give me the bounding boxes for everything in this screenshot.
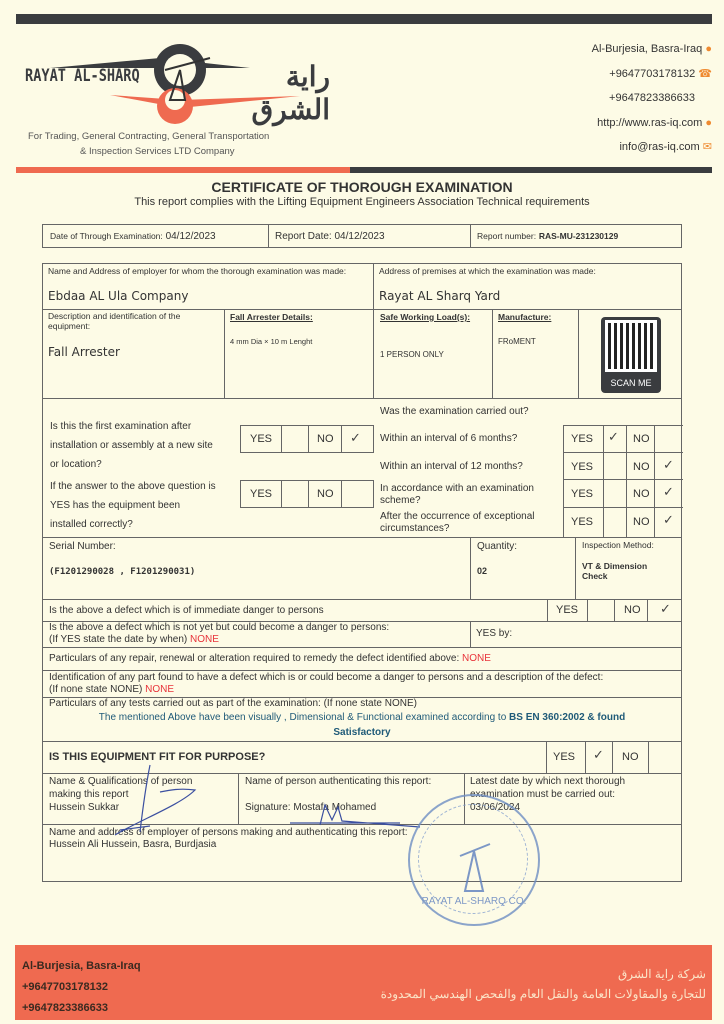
exam-date	[50, 231, 216, 243]
no-label: NO	[622, 751, 639, 763]
contact-phone-1: +9647703178132	[609, 67, 696, 80]
footer-phone-1: +9647703178132	[22, 981, 108, 993]
report-number	[477, 231, 618, 243]
exam-date-value: 04/12/2023	[165, 231, 216, 242]
identification-q1: Identification of any part found to have a defect which is or could become a danger to persons and a description of the defect:	[49, 672, 604, 683]
future-danger-value: NONE	[190, 634, 219, 645]
manufacture-value: FRoMENT	[498, 337, 536, 346]
company-name: RAYAT AL-SHARQ	[25, 66, 140, 86]
divider	[654, 425, 655, 538]
details-label: Fall Arrester Details:	[230, 312, 313, 322]
yes-label: YES	[556, 604, 579, 616]
tests-standard: BS EN 360:2002 & found	[509, 712, 626, 723]
no-label: NO	[624, 604, 641, 616]
qr-code[interactable]	[601, 317, 661, 393]
serial-value: (F1201290028 , F1201290031)	[49, 567, 196, 577]
immediate-danger-no-checkbox[interactable]: ✓	[660, 601, 671, 616]
identification-q2	[49, 684, 174, 696]
certificate-title: CERTIFICATE OF THOROUGH EXAMINATION	[211, 179, 513, 195]
future-danger-q2	[49, 634, 219, 646]
divider	[224, 309, 225, 399]
installed-q2: YES has the equipment been	[50, 500, 181, 511]
future-danger-q2-text: (If YES state the date by when)	[49, 634, 188, 645]
report-number-value: RAS-MU-231230129	[538, 231, 619, 241]
employer-persons-value: Hussein Ali Hussein, Basra, Burdjasia	[49, 839, 217, 850]
no-label: NO	[633, 433, 650, 445]
carried-out-q4: After the occurrence of exceptional circumstances?	[380, 511, 535, 534]
exam-date-label: Date of Through Examination:	[50, 231, 163, 241]
details-value: 4 mm Dia × 10 m Lenght	[230, 337, 313, 346]
equipment-label: Description and identification of the equipment:	[48, 311, 181, 331]
footer-bar	[15, 945, 712, 1020]
six-months-yes-checkbox[interactable]: ✓	[608, 429, 619, 444]
divider	[647, 599, 648, 622]
divider	[281, 480, 309, 508]
globe-icon: ●	[705, 116, 712, 129]
divider	[492, 309, 493, 399]
divider	[587, 599, 615, 622]
tests-value	[42, 712, 682, 742]
contact-address: Al-Burjesia, Basra-Iraq	[591, 43, 703, 55]
quantity-label: Quantity:	[477, 541, 518, 552]
yes-by-label: YES by:	[476, 628, 513, 639]
no-label: NO	[317, 433, 334, 445]
premises-label: Address of premises at which the examination was made:	[379, 266, 596, 276]
tests-q: Particulars of any tests carried out as part of the examination: (If none state NONE)	[49, 698, 417, 709]
first-exam-q1: Is this the first examination after	[50, 421, 192, 432]
premises-value: Rayat AL Sharq Yard	[379, 289, 501, 303]
qr-scan-label: SCAN ME	[610, 378, 652, 388]
equipment-value: Fall Arrester	[48, 345, 120, 359]
company-name-arabic: راية الشرق	[251, 61, 330, 125]
divider	[648, 741, 649, 774]
quantity-value: 02	[477, 566, 488, 576]
method-value: VT & Dimension Check	[582, 561, 648, 581]
report-number-label: Report number:	[477, 231, 537, 241]
no-label: NO	[633, 516, 650, 528]
exceptional-no-checkbox[interactable]: ✓	[663, 512, 674, 527]
person-value: Hussein Sukkar	[49, 802, 120, 813]
serial-label: Serial Number:	[49, 541, 116, 552]
yes-label: YES	[571, 461, 594, 473]
signature-hussein	[100, 760, 220, 840]
authenticator-value: Signature: Mostafa Mohamed	[245, 802, 377, 813]
footer-phone-2: +9647823386633	[22, 1002, 108, 1014]
next-exam-value: 03/06/2024	[470, 802, 521, 813]
tests-value-text: The mentioned Above have been visually , Dimensional & Functional examined according to	[98, 712, 507, 723]
carried-out-label: Was the examination carried out?	[380, 406, 529, 417]
identification-value: NONE	[145, 684, 175, 695]
fit-yes-checkbox[interactable]: ✓	[593, 747, 604, 762]
footer-arabic-2: للتجارة والمقاولات العامة والنقل العام والفحص الهندسي المحدودة	[380, 987, 706, 1001]
repair-q-text: Particulars of any repair, renewal or alteration required to remedy the defect identified above:	[49, 653, 460, 664]
no-label: NO	[317, 488, 334, 500]
mail-icon: ✉	[702, 141, 712, 153]
person-label-2: making this report	[49, 789, 129, 800]
person-label-1: Name & Qualifications of person	[49, 776, 193, 787]
identification-q2-text: (If none state NONE)	[49, 684, 143, 695]
company-stamp	[408, 794, 540, 926]
divider	[341, 480, 342, 508]
yes-label: YES	[571, 433, 594, 445]
divider	[341, 425, 342, 453]
divider-orange	[16, 167, 350, 173]
repair-value: NONE	[462, 653, 491, 664]
yes-label: YES	[250, 488, 273, 500]
swl-value: 1 PERSON ONLY	[380, 350, 444, 359]
report-date-label: Report Date:	[275, 231, 332, 242]
carried-out-q2: Within an interval of 12 months?	[380, 461, 523, 472]
yes-label: YES	[571, 516, 594, 528]
twelve-months-no-checkbox[interactable]: ✓	[663, 457, 674, 472]
logo	[20, 30, 330, 130]
report-date	[275, 231, 385, 243]
footer-arabic-1: شركة راية الشرق	[617, 967, 706, 981]
immediate-danger-q: Is the above a defect which is of immediate danger to persons	[49, 605, 324, 616]
contact-phone-2: +9647823386633	[609, 92, 695, 104]
future-danger-q1: Is the above a defect which is not yet but could become a danger to persons:	[49, 622, 390, 633]
qr-code-icon	[608, 323, 654, 369]
authenticator-label: Name of person authenticating this report:	[245, 776, 432, 787]
divider	[578, 309, 579, 399]
first-exam-q2: installation or assembly at a new site	[50, 440, 213, 451]
yes-label: YES	[571, 488, 594, 500]
installed-q3: installed correctly?	[50, 519, 133, 530]
installed-q1: If the answer to the above question is	[50, 481, 216, 492]
signature-mostafa	[280, 795, 430, 835]
method-label: Inspection Method:	[582, 540, 654, 550]
phone-icon: ☎	[698, 67, 712, 80]
no-label: NO	[633, 461, 650, 473]
employer-persons-label: Name and address of employer of persons making and authenticating this report:	[49, 827, 408, 838]
divider	[281, 425, 309, 453]
divider	[575, 537, 576, 600]
first-exam-q3: or location?	[50, 459, 102, 470]
contact-website[interactable]: http://www.ras-iq.com	[597, 116, 703, 129]
divider-dark	[350, 167, 712, 173]
certificate-subtitle: This report complies with the Lifting Equipment Engineers Association Technical requirements	[134, 196, 590, 208]
divider	[238, 773, 239, 825]
tagline-2: & Inspection Services LTD Company	[80, 146, 235, 157]
footer-address: Al-Burjesia, Basra-Iraq	[22, 960, 141, 972]
location-pin-icon: ●	[705, 43, 712, 55]
employer-label: Name and Address of employer for whom the thorough examination was made:	[48, 266, 347, 276]
top-bar	[16, 14, 712, 24]
divider	[268, 224, 269, 248]
tests-result: Satisfactory	[333, 727, 391, 738]
tagline-1: For Trading, General Contracting, General Transportation	[28, 131, 270, 142]
first-exam-no-checkbox[interactable]: ✓	[350, 430, 361, 445]
next-exam-label-2: examination must be carried out:	[470, 789, 616, 800]
repair-q	[49, 653, 491, 665]
no-label: NO	[633, 488, 650, 500]
report-date-value: 04/12/2023	[334, 231, 385, 242]
next-exam-label-1: Latest date by which next thorough	[470, 776, 626, 787]
contact-email[interactable]: info@ras-iq.com	[619, 141, 700, 153]
stamp-text: RAYAT AL-SHARQ CO.	[421, 896, 527, 907]
divider	[563, 507, 683, 508]
divider	[470, 621, 471, 648]
yes-label: YES	[250, 433, 273, 445]
fit-for-purpose-q: IS THIS EQUIPMENT FIT FOR PURPOSE?	[49, 751, 266, 763]
scheme-no-checkbox[interactable]: ✓	[663, 484, 674, 499]
divider	[470, 537, 471, 600]
yes-label: YES	[553, 751, 576, 763]
manufacture-label: Manufacture:	[498, 312, 552, 322]
divider	[470, 224, 471, 248]
carried-out-q1: Within an interval of 6 months?	[380, 433, 518, 444]
employer-value: Ebdaa AL Ula Company	[48, 289, 189, 303]
carried-out-q3: In accordance with an examination scheme?	[380, 483, 534, 506]
contact-block	[592, 37, 712, 160]
swl-label: Safe Working Load(s):	[380, 312, 471, 322]
